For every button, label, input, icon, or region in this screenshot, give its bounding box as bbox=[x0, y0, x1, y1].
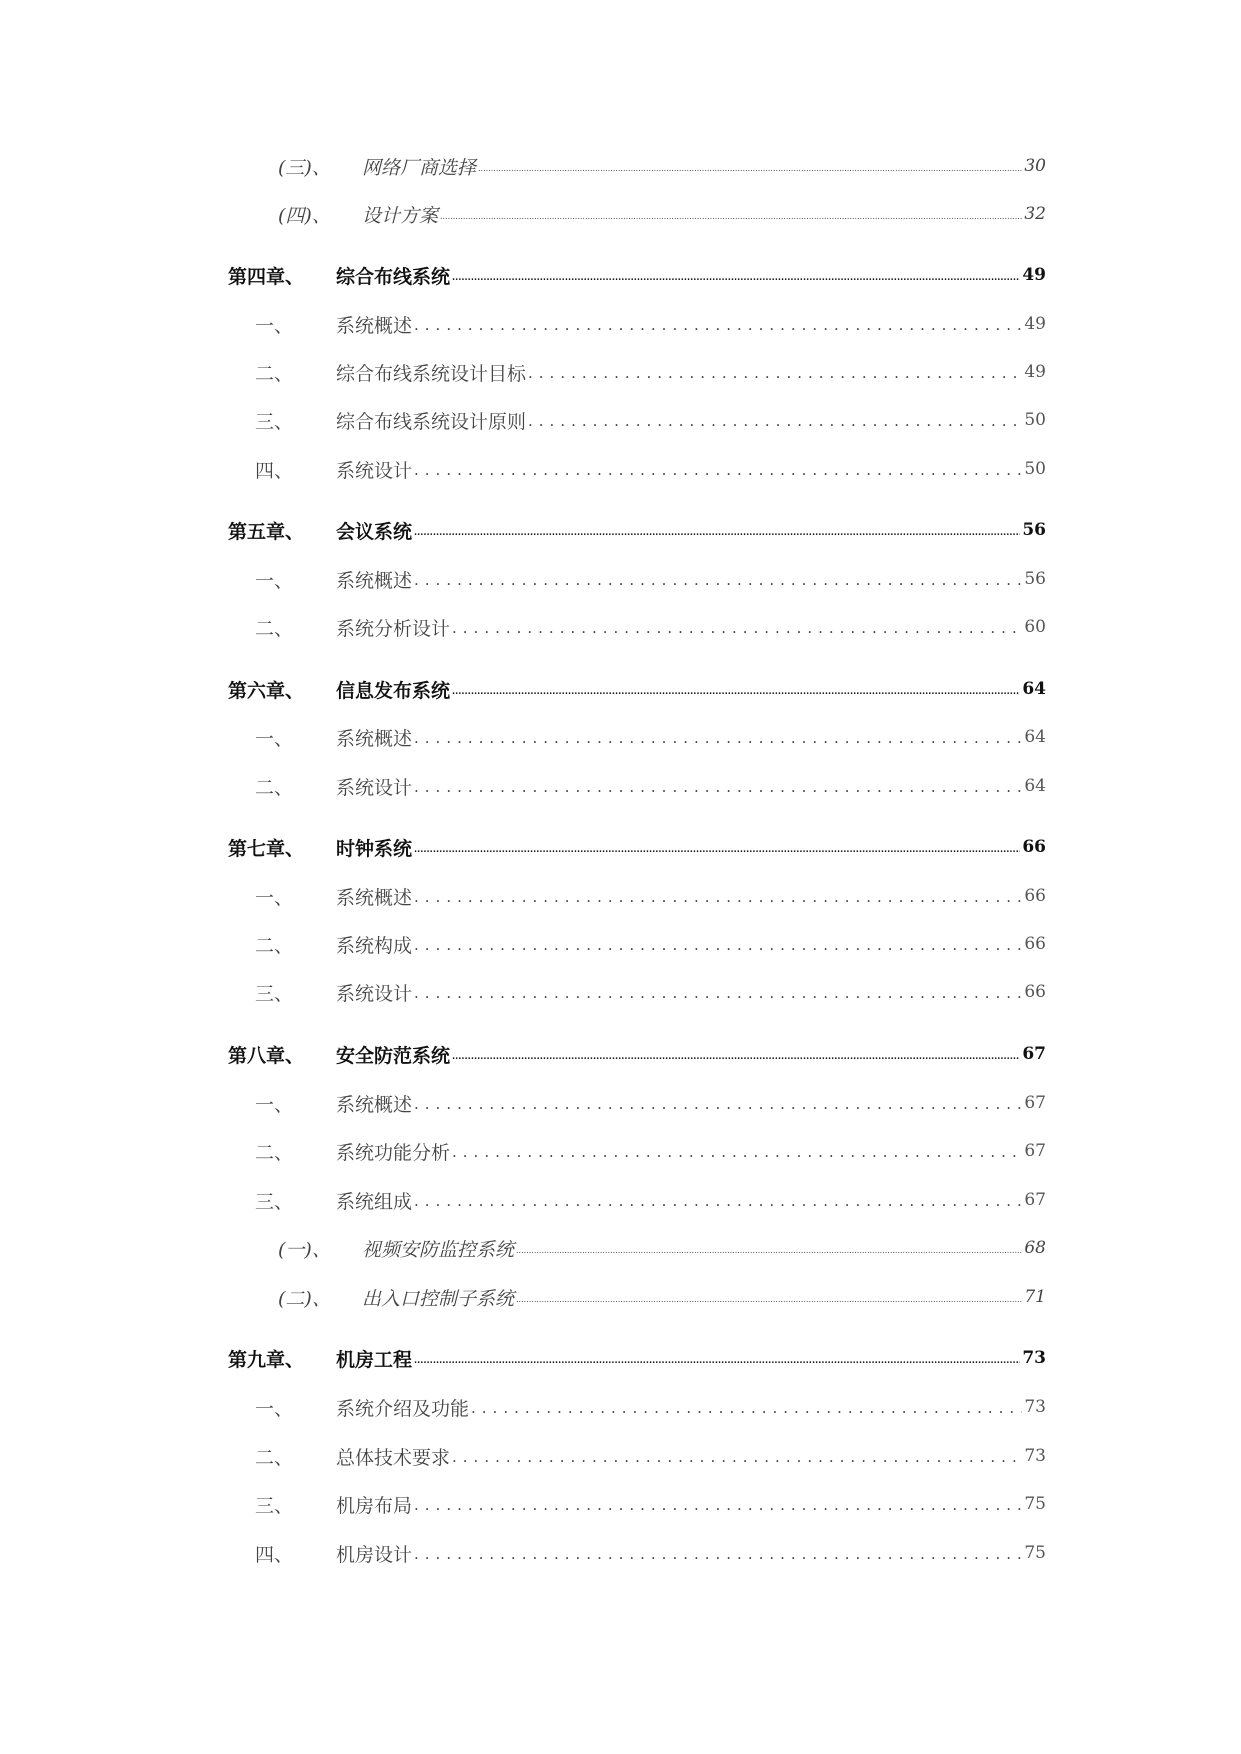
toc-chapter[interactable] bbox=[228, 1342, 1046, 1374]
dot-leader bbox=[414, 1356, 1020, 1366]
toc-entry-title: 系统设计 bbox=[336, 459, 413, 482]
toc-entry[interactable] bbox=[278, 1281, 1046, 1313]
toc-entry-number: 二、 bbox=[255, 776, 294, 799]
toc-entry[interactable] bbox=[255, 1184, 1046, 1216]
dot-leader bbox=[528, 364, 1022, 382]
toc-entry-title: 综合布线系统设计目标 bbox=[336, 362, 527, 385]
toc-entry[interactable] bbox=[255, 1391, 1046, 1423]
dot-leader bbox=[414, 984, 1022, 1002]
toc-entry-title: 系统概述 bbox=[336, 727, 413, 750]
dot-leader bbox=[452, 619, 1022, 637]
toc-chapter-number: 第九章、 bbox=[228, 1348, 305, 1371]
toc-entry-page: 50 bbox=[1024, 459, 1046, 479]
dot-leader bbox=[414, 845, 1020, 855]
toc-entry-title: 机房设计 bbox=[336, 1543, 413, 1566]
toc-entry-title: 综合布线系统设计原则 bbox=[336, 410, 527, 433]
toc-entry-page: 49 bbox=[1024, 314, 1046, 334]
toc-chapter[interactable] bbox=[228, 673, 1046, 705]
toc-entry-title: 设计方案 bbox=[362, 204, 439, 227]
toc-entry[interactable] bbox=[255, 611, 1046, 643]
toc-entry[interactable] bbox=[278, 1232, 1046, 1264]
dot-leader bbox=[471, 1399, 1022, 1417]
dot-leader bbox=[414, 1192, 1022, 1210]
toc-entry-number: 一、 bbox=[255, 569, 294, 592]
toc-entry-page: 75 bbox=[1024, 1494, 1046, 1514]
dot-leader bbox=[414, 316, 1022, 334]
toc-entry[interactable] bbox=[255, 721, 1046, 753]
toc-entry[interactable] bbox=[255, 308, 1046, 340]
toc-entry-number: (二)、 bbox=[278, 1287, 331, 1310]
toc-entry-number: 二、 bbox=[255, 617, 294, 640]
toc-chapter-title: 时钟系统 bbox=[336, 837, 413, 860]
dot-leader bbox=[414, 1496, 1022, 1514]
toc-entry-title: 系统分析设计 bbox=[336, 617, 451, 640]
toc-chapter-number: 第六章、 bbox=[228, 679, 305, 702]
toc-entry[interactable] bbox=[255, 1537, 1046, 1569]
toc-chapter-page: 66 bbox=[1022, 837, 1046, 857]
toc-entry-number: 四、 bbox=[255, 1543, 294, 1566]
toc-entry-number: 一、 bbox=[255, 314, 294, 337]
toc-entry[interactable] bbox=[255, 1440, 1046, 1472]
toc-entry-page: 50 bbox=[1024, 410, 1046, 430]
toc-entry-number: 一、 bbox=[255, 886, 294, 909]
toc-chapter[interactable] bbox=[228, 514, 1046, 546]
toc-entry-title: 机房布局 bbox=[336, 1494, 413, 1517]
toc-entry-number: 一、 bbox=[255, 727, 294, 750]
toc-entry[interactable] bbox=[255, 1087, 1046, 1119]
toc-entry-title: 系统设计 bbox=[336, 982, 413, 1005]
toc-entry[interactable] bbox=[255, 1135, 1046, 1167]
toc-entry-number: 一、 bbox=[255, 1397, 294, 1420]
toc-entry-page: 73 bbox=[1024, 1446, 1046, 1466]
toc-chapter[interactable] bbox=[228, 259, 1046, 291]
toc-chapter[interactable] bbox=[228, 831, 1046, 863]
toc-entry-page: 66 bbox=[1024, 934, 1046, 954]
dot-leader bbox=[414, 571, 1022, 589]
dot-leader bbox=[440, 212, 1022, 221]
toc-chapter-page: 67 bbox=[1022, 1044, 1046, 1064]
toc-entry-page: 73 bbox=[1024, 1397, 1046, 1417]
toc-chapter-page: 73 bbox=[1022, 1348, 1046, 1368]
toc-chapter-title: 会议系统 bbox=[336, 520, 413, 543]
toc-entry-title: 网络厂商选择 bbox=[362, 156, 477, 179]
toc-chapter-page: 56 bbox=[1022, 520, 1046, 540]
toc-entry-page: 66 bbox=[1024, 886, 1046, 906]
dot-leader bbox=[414, 729, 1022, 747]
toc-entry[interactable] bbox=[278, 150, 1046, 182]
dot-leader bbox=[414, 936, 1022, 954]
toc-entry-page: 75 bbox=[1024, 1543, 1046, 1563]
toc-entry-title: 系统设计 bbox=[336, 776, 413, 799]
toc-entry-page: 64 bbox=[1024, 727, 1046, 747]
toc-entry-title: 出入口控制子系统 bbox=[362, 1287, 515, 1310]
dot-leader bbox=[452, 1052, 1020, 1062]
toc-chapter-page: 49 bbox=[1022, 265, 1046, 285]
toc-entry-number: 二、 bbox=[255, 1141, 294, 1164]
dot-leader bbox=[414, 888, 1022, 906]
toc-chapter-title: 综合布线系统 bbox=[336, 265, 451, 288]
toc-entry-number: (四)、 bbox=[278, 204, 331, 227]
toc-entry[interactable] bbox=[255, 453, 1046, 485]
toc-entry-title: 系统组成 bbox=[336, 1190, 413, 1213]
toc-entry-number: 三、 bbox=[255, 982, 294, 1005]
dot-leader bbox=[516, 1246, 1022, 1255]
toc-entry[interactable] bbox=[255, 880, 1046, 912]
toc-entry-title: 系统概述 bbox=[336, 1093, 413, 1116]
dot-leader bbox=[452, 273, 1020, 283]
toc-entry[interactable] bbox=[255, 356, 1046, 388]
dot-leader bbox=[478, 164, 1022, 173]
toc-chapter-number: 第八章、 bbox=[228, 1044, 305, 1067]
toc-entry-page: 56 bbox=[1024, 569, 1046, 589]
toc-entry[interactable] bbox=[255, 976, 1046, 1008]
toc-entry[interactable] bbox=[278, 198, 1046, 230]
dot-leader bbox=[452, 687, 1020, 697]
toc-entry-number: 三、 bbox=[255, 1494, 294, 1517]
toc-entry-number: 二、 bbox=[255, 934, 294, 957]
toc-entry-number: 三、 bbox=[255, 1190, 294, 1213]
dot-leader bbox=[414, 461, 1022, 479]
toc-entry-title: 系统介绍及功能 bbox=[336, 1397, 470, 1420]
toc-entry-number: (三)、 bbox=[278, 156, 331, 179]
toc-entry-page: 67 bbox=[1024, 1141, 1046, 1161]
toc-entry-number: 三、 bbox=[255, 410, 294, 433]
dot-leader bbox=[452, 1448, 1022, 1466]
toc-chapter-title: 机房工程 bbox=[336, 1348, 413, 1371]
toc-entry-number: 四、 bbox=[255, 459, 294, 482]
toc-entry-title: 系统概述 bbox=[336, 314, 413, 337]
toc-entry-page: 32 bbox=[1024, 204, 1046, 224]
toc-entry[interactable] bbox=[255, 770, 1046, 802]
toc-chapter[interactable] bbox=[228, 1038, 1046, 1070]
toc-chapter-page: 64 bbox=[1022, 679, 1046, 699]
toc-entry-number: 二、 bbox=[255, 362, 294, 385]
toc-entry-title: 系统构成 bbox=[336, 934, 413, 957]
dot-leader bbox=[414, 1095, 1022, 1113]
dot-leader bbox=[452, 1143, 1022, 1161]
toc-entry-page: 49 bbox=[1024, 362, 1046, 382]
toc-entry-page: 68 bbox=[1024, 1238, 1046, 1258]
toc-entry-number: (一)、 bbox=[278, 1238, 331, 1261]
toc-chapter-number: 第五章、 bbox=[228, 520, 305, 543]
toc-entry[interactable] bbox=[255, 1488, 1046, 1520]
toc-entry[interactable] bbox=[255, 928, 1046, 960]
dot-leader bbox=[516, 1295, 1022, 1304]
toc-entry-page: 60 bbox=[1024, 617, 1046, 637]
dot-leader bbox=[414, 528, 1020, 538]
toc-entry[interactable] bbox=[255, 563, 1046, 595]
dot-leader bbox=[528, 412, 1022, 430]
toc-entry-page: 66 bbox=[1024, 982, 1046, 1002]
toc-entry-title: 系统概述 bbox=[336, 569, 413, 592]
toc-entry-title: 视频安防监控系统 bbox=[362, 1238, 515, 1261]
toc-chapter-number: 第四章、 bbox=[228, 265, 305, 288]
toc-entry[interactable] bbox=[255, 404, 1046, 436]
toc-entry-title: 系统概述 bbox=[336, 886, 413, 909]
toc-entry-number: 一、 bbox=[255, 1093, 294, 1116]
toc-chapter-title: 安全防范系统 bbox=[336, 1044, 451, 1067]
toc-entry-page: 67 bbox=[1024, 1093, 1046, 1113]
dot-leader bbox=[414, 778, 1022, 796]
toc-entry-page: 64 bbox=[1024, 776, 1046, 796]
toc-entry-title: 系统功能分析 bbox=[336, 1141, 451, 1164]
dot-leader bbox=[414, 1545, 1022, 1563]
toc-entry-page: 71 bbox=[1024, 1287, 1046, 1307]
toc-chapter-number: 第七章、 bbox=[228, 837, 305, 860]
toc-entry-page: 67 bbox=[1024, 1190, 1046, 1210]
toc-entry-title: 总体技术要求 bbox=[336, 1446, 451, 1469]
toc-entry-page: 30 bbox=[1024, 156, 1046, 176]
toc-chapter-title: 信息发布系统 bbox=[336, 679, 451, 702]
toc-entry-number: 二、 bbox=[255, 1446, 294, 1469]
